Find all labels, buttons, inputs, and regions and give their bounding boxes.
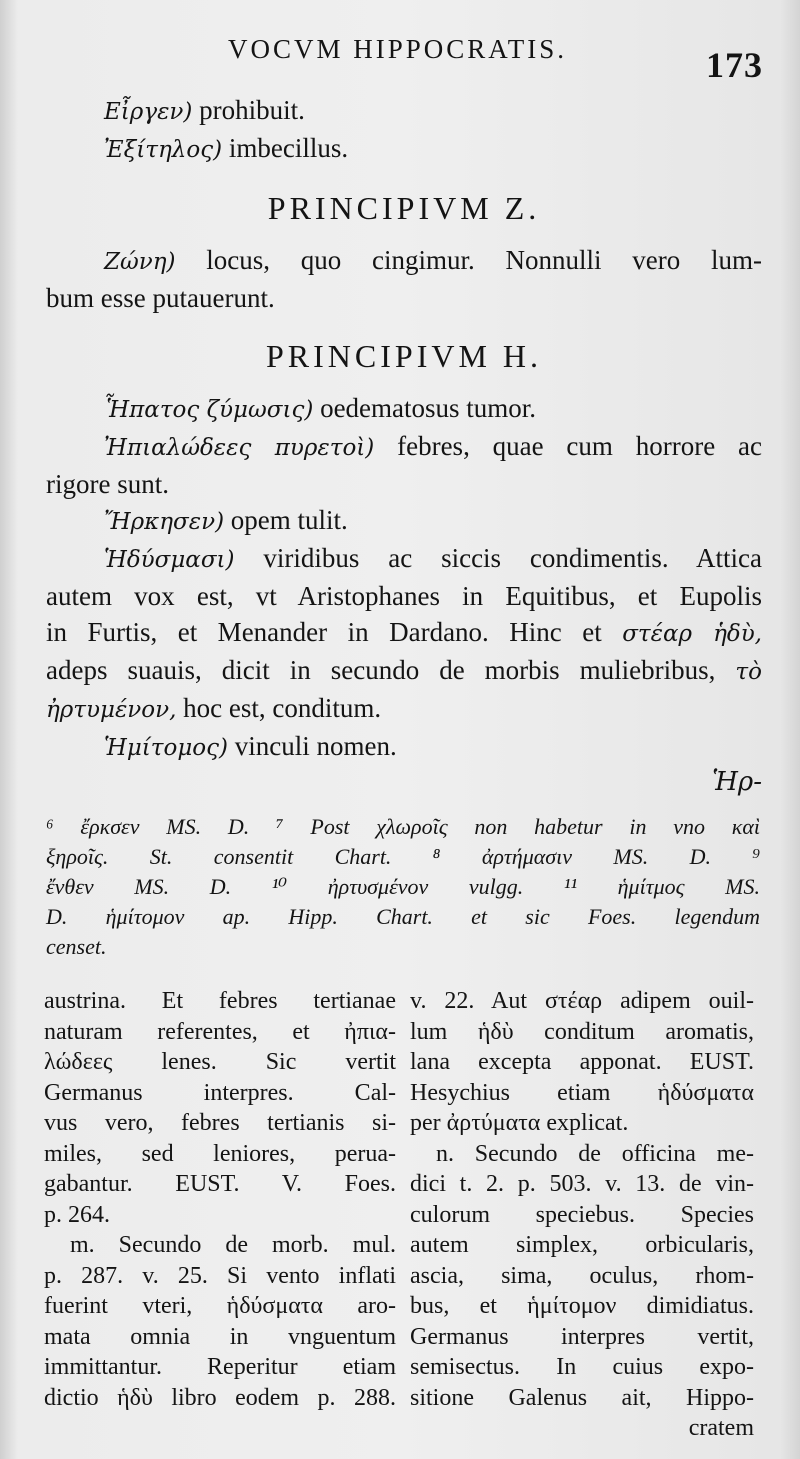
column-line: m. Secundo de morb. mul. <box>70 1232 396 1258</box>
column-line: lum ἡδὺ conditum aromatis, <box>410 1018 754 1045</box>
column-line: p. 287. v. 25. Si vento inflati <box>44 1262 396 1289</box>
section-heading-h: PRINCIPIVM H. <box>265 338 543 374</box>
entry-epialodees-cont: rigore sunt. <box>46 469 169 499</box>
entry-zone <box>46 242 762 280</box>
greek-lemma: Ἡμίτομος) <box>104 735 229 761</box>
entry-zone-cont: bum esse putauerunt. <box>46 283 275 313</box>
latin-text: adeps suauis, dicit in secundo de morbis muliebribus, <box>46 655 716 685</box>
footnote-line: ξηροῖς. St. consentit Chart. ⁸ ἀρτήμασιν MS. D. ⁹ <box>46 844 760 869</box>
column-line: Hesychius etiam ἡδύσματα <box>410 1079 754 1106</box>
page-number: 173 <box>706 45 763 85</box>
greek-lemma: Ἐξίτηλος) <box>104 137 223 163</box>
column-line: dici t. 2. p. 503. v. 13. de vin- <box>410 1171 754 1197</box>
running-title: VOCVM HIPPOCRATIS. <box>228 34 568 64</box>
column-line: Germanus interpres vertit, <box>410 1323 754 1350</box>
column-line: bus, et ἡμίτομον dimidiatus. <box>410 1293 754 1319</box>
latin-gloss: oedematosus tumor. <box>320 393 537 423</box>
entry-hepatos <box>46 390 762 428</box>
catchword: Ἡρ- <box>712 767 762 797</box>
column-line: n. Secundo de officina me- <box>436 1140 754 1167</box>
latin-gloss: vinculi nomen. <box>234 731 397 761</box>
column-line: gabantur. EUST. V. Foes. <box>44 1171 396 1197</box>
column-line: v. 22. Aut στέαρ adipem ouil- <box>410 988 754 1014</box>
section-heading-z: PRINCIPIVM Z. <box>267 190 541 226</box>
greek-phrase: τὸ <box>735 659 762 685</box>
column-line: dictio ἡδὺ libro eodem p. 288. <box>44 1384 396 1411</box>
column-line: naturam referentes, et ἠπια- <box>44 1018 396 1045</box>
commentary-left-column <box>44 986 396 1413</box>
greek-lemma: Ἤρκησεν) <box>104 509 225 535</box>
entry-hedysmasi <box>46 540 762 578</box>
page-header <box>0 30 800 85</box>
main-text <box>46 92 762 798</box>
greek-lemma: Ζώνη) <box>104 249 176 275</box>
entry-exitelos <box>46 130 762 168</box>
latin-text: in Furtis, et Menander in Dardano. Hinc et <box>46 617 602 647</box>
column-line: per ἀρτύματα explicat. <box>410 1110 629 1136</box>
entry-hedysmasi-line3 <box>46 614 762 652</box>
footnotes <box>46 812 760 962</box>
column-line: Germanus interpres. Cal- <box>44 1079 396 1106</box>
greek-lemma: Ἠπιαλώδεες πυρετοὶ) <box>104 435 375 461</box>
greek-lemma: Εἶργεν) <box>104 99 193 125</box>
entry-hemitomos <box>46 728 762 766</box>
column-line: austrina. Et febres tertianae <box>44 988 396 1014</box>
latin-gloss: prohibuit. <box>199 95 305 125</box>
latin-gloss: imbecillus. <box>228 133 349 163</box>
column-line: vus vero, febres tertianis si- <box>44 1110 396 1136</box>
greek-phrase: στέαρ ἡδὺ, <box>622 621 762 647</box>
column-line: culorum speciebus. Species <box>410 1201 754 1228</box>
entry-hedysmasi-line2: autem vox est, vt Aristophanes in Equitibus, et Eupolis <box>46 581 762 611</box>
column-line: cratem <box>688 1415 754 1441</box>
latin-gloss: viridibus ac siccis condimentis. Attica <box>263 543 762 573</box>
latin-gloss: locus, quo cingimur. Nonnulli vero lum- <box>206 245 762 275</box>
column-line: p. 264. <box>44 1201 110 1228</box>
footnote-line: ἔνθεν MS. D. ¹⁰ ἠρτυσμένον vulgg. ¹¹ ἡμίτμος MS. <box>46 874 760 899</box>
greek-phrase: ἠρτυμένον, <box>46 697 177 723</box>
commentary-right-column <box>410 986 754 1444</box>
entry-hedysmasi-line5 <box>46 690 762 728</box>
entry-epialodees <box>46 428 762 466</box>
footnote-line: D. ἡμίτομον ap. Hipp. Chart. et sic Foes. legendum <box>46 904 760 929</box>
column-line: ascia, sima, oculus, rhom- <box>410 1262 754 1289</box>
entry-erkesen <box>46 502 762 540</box>
column-line: miles, sed leniores, perua- <box>44 1140 396 1167</box>
column-line: immittantur. Reperitur etiam <box>44 1354 396 1380</box>
footnote-line: ⁶ ἔρκσεν MS. D. ⁷ Post χλωροῖς non habetur in vno καὶ <box>46 814 760 839</box>
column-line: λώδεες lenes. Sic vertit <box>44 1049 396 1075</box>
latin-text: hoc est, conditum. <box>183 693 382 723</box>
latin-gloss: febres, quae cum horrore ac <box>397 431 762 461</box>
column-line: semisectus. In cuius expo- <box>410 1354 754 1380</box>
column-line: fuerint vteri, ἡδύσματα aro- <box>44 1293 396 1319</box>
latin-gloss: opem tulit. <box>230 505 348 535</box>
entry-hedysmasi-line4 <box>46 652 762 690</box>
entry-eirgen <box>46 92 762 130</box>
greek-lemma: Ἧπατος ζύμωσις) <box>104 397 314 423</box>
column-line: sitione Galenus ait, Hippo- <box>410 1384 754 1411</box>
column-line: mata omnia in vnguentum <box>44 1323 396 1350</box>
greek-lemma: Ἡδύσμασι) <box>104 547 235 573</box>
footnote-line: censet. <box>46 934 107 959</box>
column-line: lana excepta apponat. EUST. <box>410 1049 754 1075</box>
column-line: autem simplex, orbicularis, <box>410 1232 754 1258</box>
